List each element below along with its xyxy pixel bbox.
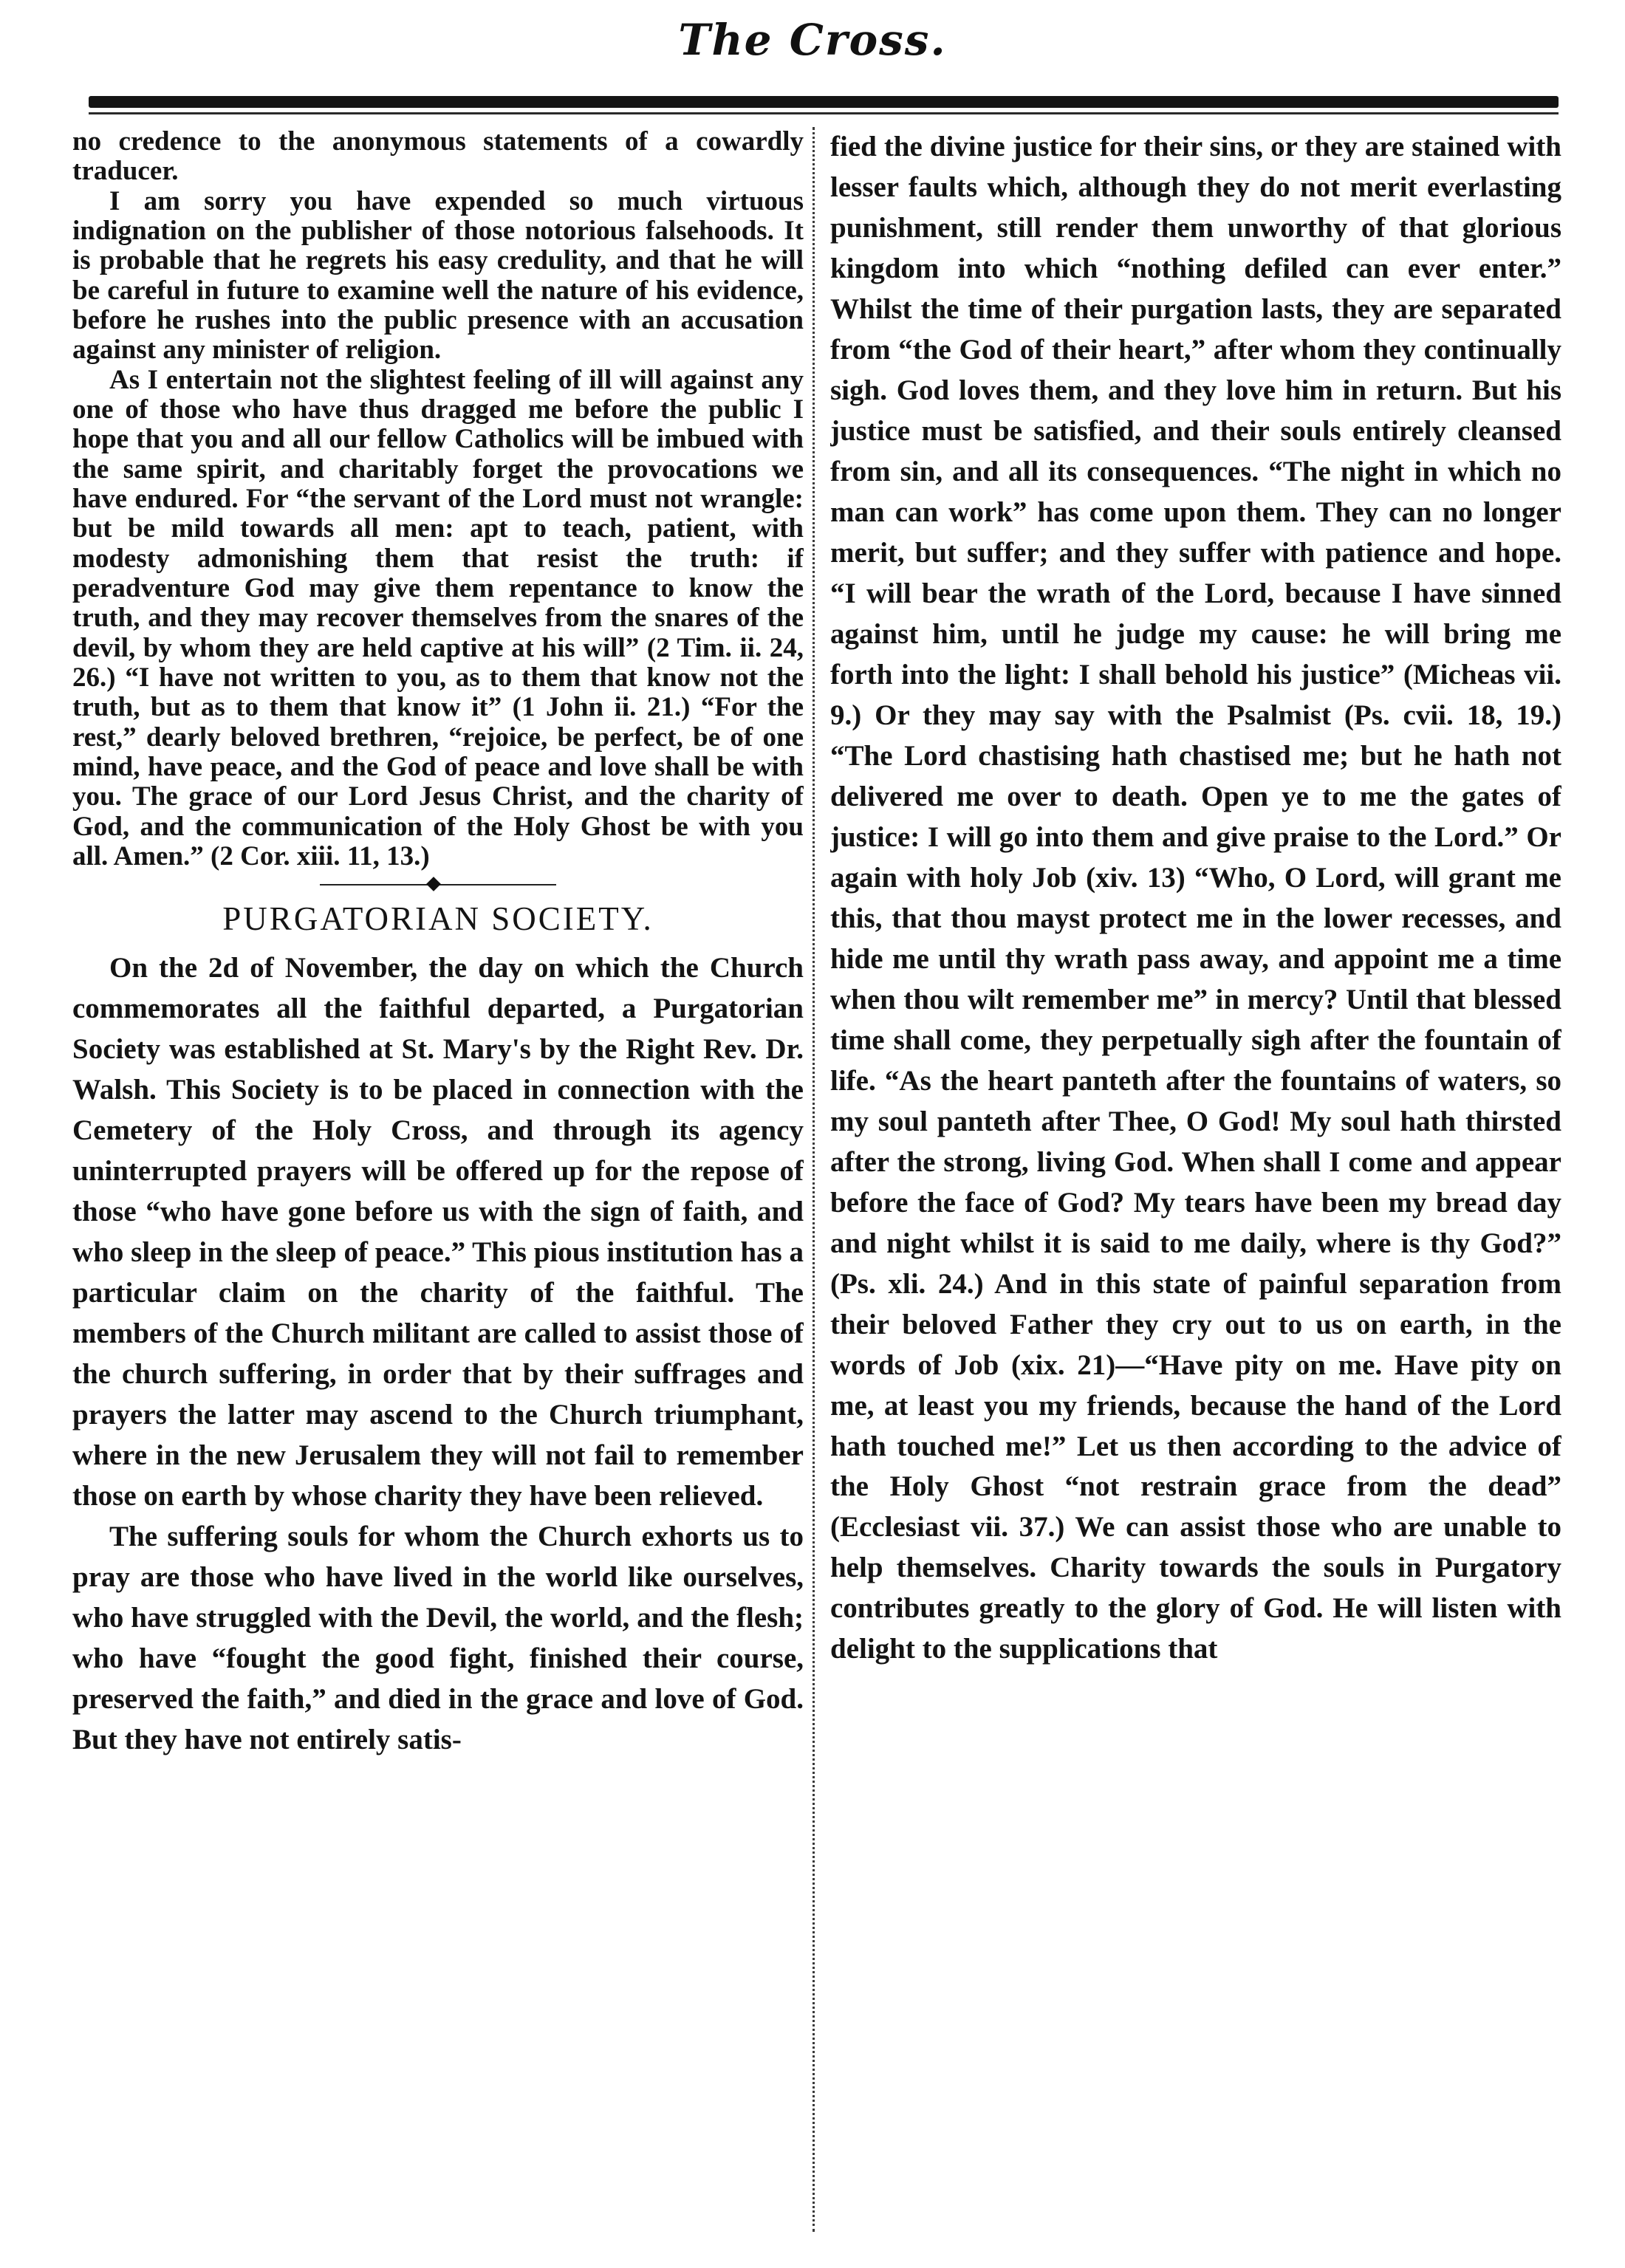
ornament-diamond — [426, 877, 441, 891]
section-ornament — [72, 879, 804, 891]
section-heading: PURGATORIAN SOCIETY. — [222, 900, 654, 938]
letter-paragraph-3: As I entertain not the slightest feeling of ill will against any one of those who have thus dragged me before the public I hope that you and all our fellow Catholics will be imbued with the same spirit, and charitably forget the provocations we have endured. For “the servant of the Lord must not wrangle: but be mild towards all men: apt to teach, patient, with modesty admonishing them that resist the truth: if peradventure God may give them repentance to know the truth, and they may recover themselves from the snares of the devil, by whom they are held captive at his will” (2 Tim. ii. 24, 26.) “I have not written to you, as to them that know not the truth, but as to them that know it” (1 John ii. 21.) “For the rest,” dearly beloved brethren, “rejoice, be perfect, be of one mind, have peace, and the God of peace and love shall be with you. The grace of our Lord Jesus Christ, and the charity of God, and the communication of the Holy Ghost be with you all. Amen.” (2 Cor. xiii. 11, 13.) — [72, 364, 804, 871]
letter-paragraph-2: I am sorry you have expended so much virtuous indignation on the publisher of those notorious falsehoods. It is probable that he regrets his easy credulity, and that he will be careful in future to examine well the nature of his evidence, before he rushes into the public presence with an accusation against any minister of religion. — [72, 185, 804, 366]
right-column — [830, 127, 1561, 2239]
column-divider — [812, 127, 815, 2232]
masthead-title: The Cross. — [678, 15, 947, 65]
masthead-rule — [89, 96, 1559, 108]
left-column — [72, 127, 804, 2239]
society-paragraph-1: On the 2d of November, the day on which the Church commemorates all the faithful departed, a Purgatorian Society was established at St. Mary's by the Right Rev. Dr. Walsh. This Society is to be placed in connection with the Cemetery of the Holy Cross, and through its agency uninterrupted prayers will be offered up for the repose of those “who have gone before us with the sign of faith, and who sleep in the sleep of peace.” This pious institution has a particular claim on the charity of the faithful. The members of the Church militant are called to assist those of the church suffering, in order that by their suffrages and prayers the latter may ascend to the Church triumphant, where in the new Jerusalem they will not fail to remember those on earth by whose charity they have been relieved. — [72, 952, 804, 1512]
masthead-rule-thin — [89, 112, 1559, 114]
society-paragraph-2: The suffering souls for whom the Church exhorts us to pray are those who have lived in the world like ourselves, who have struggled with the Devil, the world, and the flesh; who have “fought the good fight, finished their course, preserved the faith,” and died in the grace and love of God. But they have not entirely satis- — [72, 1520, 804, 1755]
purgatory-paragraph: fied the divine justice for their sins, or they are stained with lesser faults which, although they do not merit everlasting punishment, still render them unworthy of that glorious kingdom into which “nothing defiled can ever enter.” Whilst the time of their purgation lasts, they are separated from “the God of their heart,” after whom they continually sigh. God loves them, and they love him in return. But his justice must be satisfied, and their souls entirely cleansed from sin, and all its consequences. “The night in which no man can work” has come upon them. They can no longer merit, but suffer; and they suffer with patience and hope. “I will bear the wrath of the Lord, because I have sinned against him, until he judge my cause: he will bring me forth into the light: I shall behold his justice” (Micheas vii. 9.) Or they may say with the Psalmist (Ps. cvii. 18, 19.) “The Lord chastising hath chastised me; but he hath not delivered me over to death. Open ye to me the gates of justice: I will go into them and give praise to the Lord.” Or again with holy Job (xiv. 13) “Who, O Lord, will grant me this, that thou mayst protect me in the lower recesses, and hide me until thy wrath pass away, and appoint me a time when thou wilt remember me” in mercy? Until that blessed time shall come, they perpetually sigh after the fountain of life. “As the heart panteth after the fountains of waters, so my soul panteth after Thee, O God! My soul hath thirsted after the strong, living God. When shall I come and appear before the face of God? My tears have been my bread day and night whilst it is said to me daily, where is thy God?” (Ps. xli. 24.) And in this state of painful separation from their beloved Father they cry out to us on earth, in the words of Job (xix. 21)—“Have pity on me. Have pity on me, at least you my friends, because the hand of the Lord hath touched me!” Let us then according to the advice of the Holy Ghost “not restrain grace from the dead” (Ecclesiast vii. 37.) We can assist those who are unable to help themselves. Charity towards the souls in Purgatory contributes greatly to the glory of God. He will listen with delight to the supplications that — [830, 131, 1561, 1665]
letter-paragraph-1: no credence to the anonymous statements of a cowardly traducer. — [72, 127, 804, 187]
